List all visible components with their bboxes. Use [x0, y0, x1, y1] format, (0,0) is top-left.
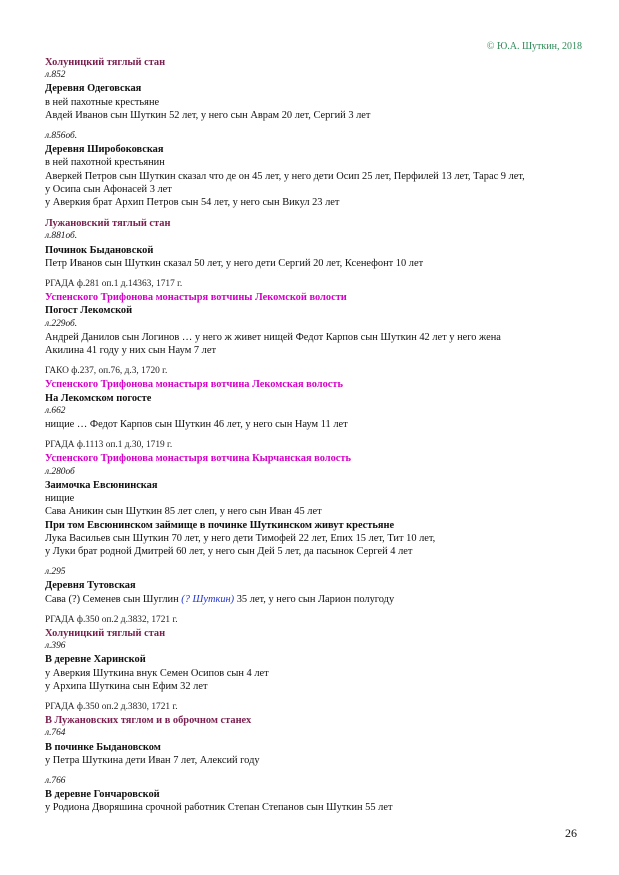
spacer [45, 767, 585, 775]
region-heading: Холуницкий тяглый стан [45, 57, 166, 68]
text-line: у Петра Шуткина дети Иван 7 лет, Алексий году [45, 754, 260, 766]
place-name: Деревня Широбоковская [45, 144, 164, 156]
folio-ref: л.852 [45, 70, 66, 81]
place-name: В деревне Гончаровской [45, 789, 160, 801]
region-heading: В Лужановских тяглом и в оброчном станех [45, 715, 252, 727]
spacer [45, 122, 585, 130]
place-name: В деревне Харинской [45, 654, 146, 666]
archive-reference: РГАДА ф.1113 оп.1 д.30, 1719 г. [45, 440, 173, 451]
text-line: в ней пахотные крестьяне [45, 96, 160, 108]
annotation-note: (? Шуткин) [181, 593, 235, 605]
spacer [45, 606, 585, 614]
text-line: у Аверкия Шуткина внук Семен Осипов сын 4 лет [45, 667, 269, 679]
text-line [45, 593, 585, 606]
text-line: нищие … Федот Карпов сын Шуткин 46 лет, у него сын Наум 11 лет [45, 419, 348, 431]
folio-ref: л.295 [45, 567, 66, 578]
region-heading: Лужановский тяглый стан [45, 218, 171, 230]
folio-ref: л.280об [45, 466, 75, 477]
text-line: в ней пахотной крестьянин [45, 157, 165, 169]
text-fragment: 35 лет, у него сын Ларион полугоду [234, 593, 395, 605]
text-line: Авдей Иванов сын Шуткин 52 лет, у него сын Аврам 20 лет, Сергий 3 лет [45, 109, 371, 121]
spacer [45, 270, 585, 278]
archive-reference: РГАДА ф.281 оп.1 д.14363, 1717 г. [45, 279, 183, 290]
text-line: нищие [45, 493, 75, 505]
text-line: у Родиона Дворяшина срочной работник Степан Степанов сын Шуткин 55 лет [45, 802, 393, 814]
spacer [45, 431, 585, 439]
folio-ref: л.766 [45, 775, 66, 786]
folio-ref: л.856об. [45, 131, 78, 142]
estate-heading: Успенского Трифонова монастыря вотчина Лекомская волость [45, 379, 343, 391]
copyright-notice: © Ю.А. Шуткин, 2018 [486, 41, 582, 52]
place-name: Деревня Тутовская [45, 580, 136, 592]
estate-heading: Успенского Трифонова монастыря вотчины Лекомской волости [45, 292, 347, 304]
folio-ref: л.662 [45, 405, 66, 416]
folio-ref: л.881об. [45, 231, 78, 242]
place-name: Погост Лекомской [45, 305, 133, 317]
text-line: Аверкей Петров сын Шуткин сказал что де он 45 лет, у него дети Осип 25 лет, Перфилей 13 лет, Тарас 9 лет, [45, 170, 525, 182]
archive-reference: РГАДА ф.350 оп.2 д.3830, 1721 г. [45, 701, 178, 712]
archive-reference: ГАКО ф.237, оп.76, д.3, 1720 г. [45, 366, 168, 377]
folio-ref: л.229об. [45, 318, 78, 329]
spacer [45, 357, 585, 365]
folio-ref: л.764 [45, 728, 66, 739]
text-line: у Луки брат родной Дмитрей 60 лет, у него сын Дей 5 лет, да пасынок Сергей 4 лет [45, 545, 413, 557]
place-name: На Лекомском погосте [45, 392, 152, 404]
archive-reference: РГАДА ф.350 оп.2 д.3832, 1721 г. [45, 614, 178, 625]
region-heading: Холуницкий тяглый стан [45, 627, 166, 639]
document-body [45, 56, 585, 815]
text-line: Лука Васильев сын Шуткин 70 лет, у него дети Тимофей 22 лет, Епих 15 лет, Тит 10 лет, [45, 532, 436, 544]
text-line: Андрей Данилов сын Логинов … у него ж живет нищей Федот Карпов сын Шуткин 42 лет у него жена [45, 331, 501, 343]
spacer [45, 558, 585, 566]
place-name: Починок Быдановской [45, 244, 154, 256]
text-fragment: Сава (?) Семенев сын Шуглин [45, 593, 182, 605]
place-name: Заимочка Евсюнинская [45, 479, 158, 491]
text-line: у Архипа Шуткина сын Ефим 32 лет [45, 680, 208, 692]
place-name: В починке Быдановском [45, 741, 161, 753]
place-name: Деревня Одеговская [45, 83, 142, 95]
page-number: 26 [565, 826, 577, 840]
spacer [45, 209, 585, 217]
spacer [45, 693, 585, 701]
text-line: Сава Аникин сын Шуткин 85 лет слеп, у него сын Иван 45 лет [45, 506, 322, 518]
text-line: у Осипа сын Афонасей 3 лет [45, 183, 172, 195]
text-line: у Аверкия брат Архип Петров сын 54 лет, у него сын Викул 23 лет [45, 197, 340, 209]
text-line: Петр Иванов сын Шуткин сказал 50 лет, у него дети Сергий 20 лет, Ксенефонт 10 лет [45, 257, 424, 269]
place-name: При том Евсюнинском займище в починке Шуткинском живут крестьяне [45, 519, 395, 531]
estate-heading: Успенского Трифонова монастыря вотчина Кырчанская волость [45, 453, 351, 465]
text-line: Акилина 41 году у них сын Наум 7 лет [45, 345, 217, 357]
folio-ref: л.396 [45, 641, 66, 652]
